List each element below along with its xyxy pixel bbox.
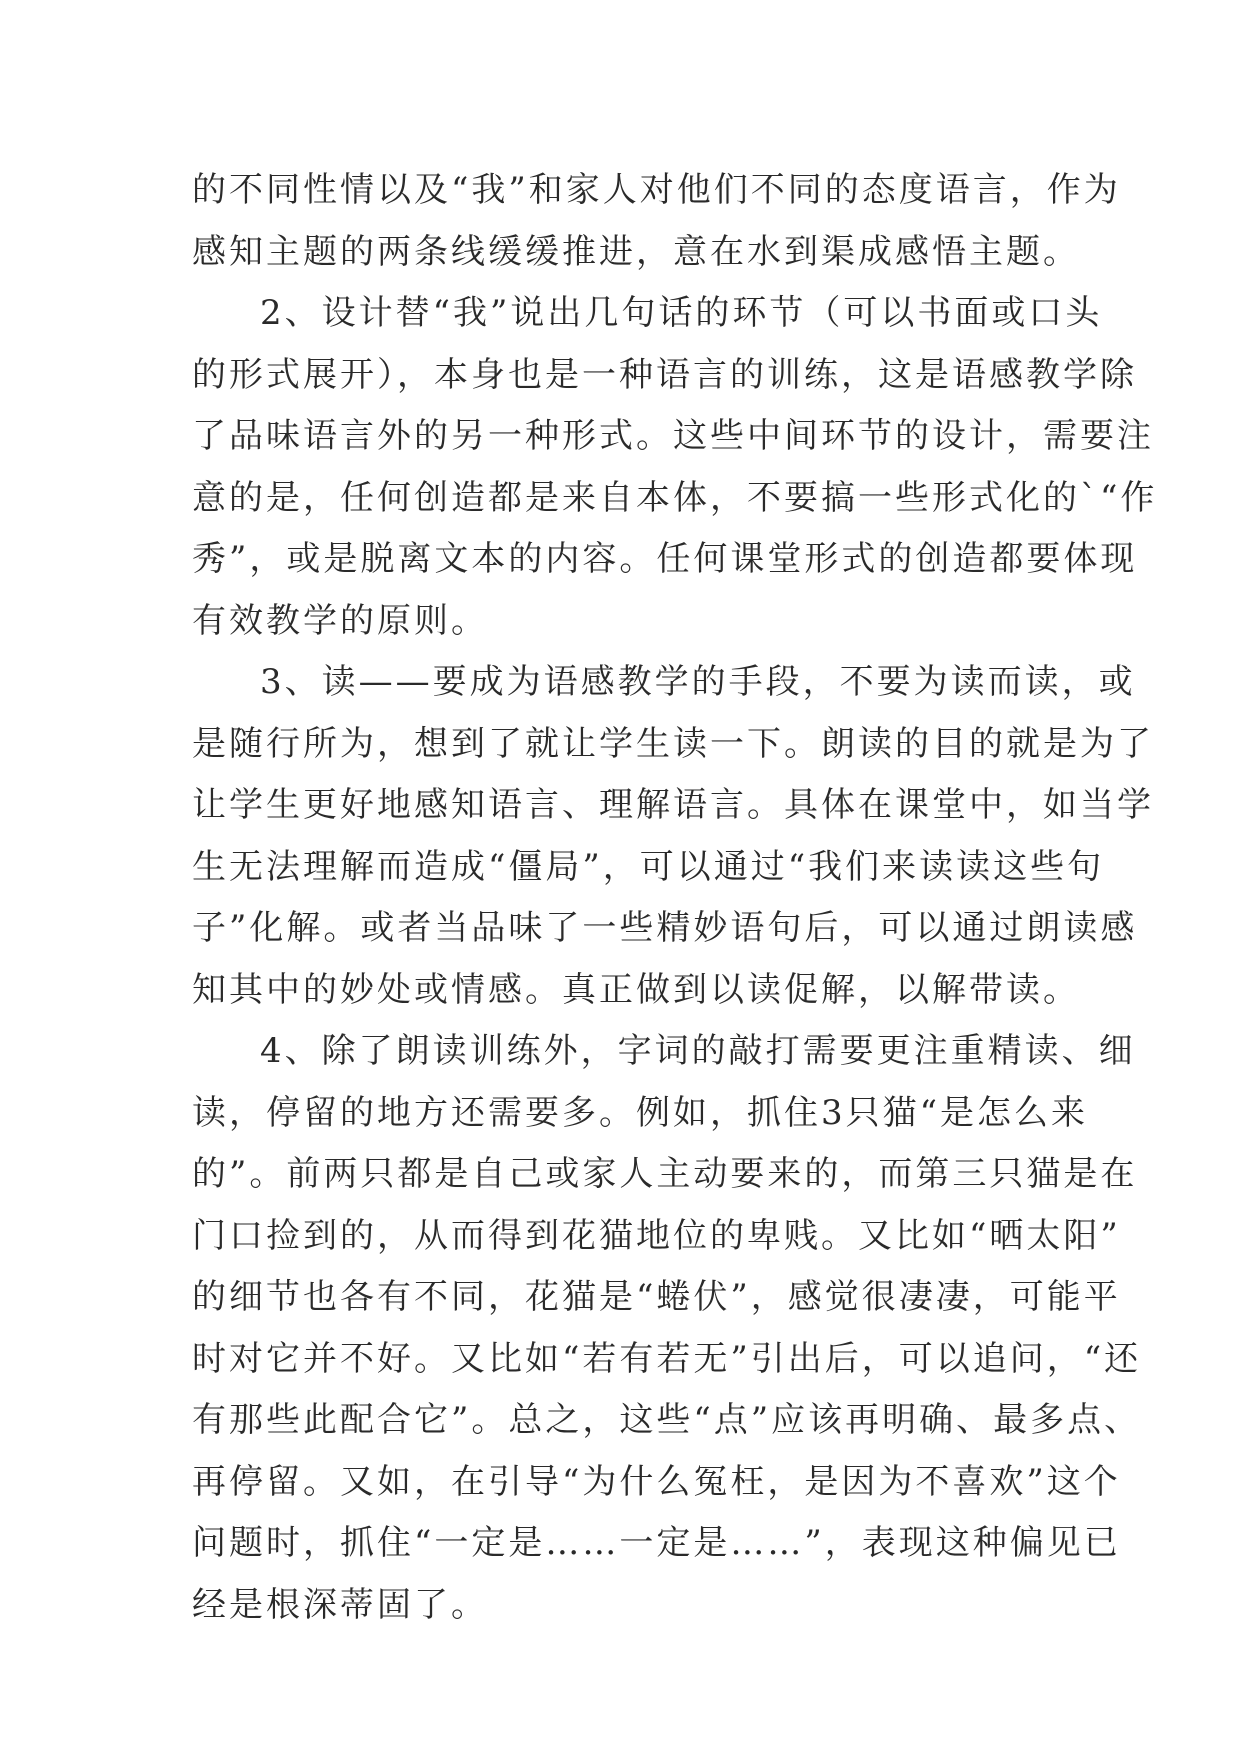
text-line: 秀”，或是脱离文本的内容。任何课堂形式的创造都要体现 [192, 539, 1138, 579]
text-line: 知其中的妙处或情感。真正做到以读促解，以解带读。 [192, 969, 1080, 1010]
paragraph-start-line: 4、除了朗读训练外，字词的敲打需要更注重精读、细 [260, 1031, 1136, 1071]
text-line: 时对它并不好。又比如“若有若无”引出后，可以追问，“还 [192, 1338, 1142, 1379]
text-line: 门口捡到的，从而得到花猫地位的卑贱。又比如“晒太阳” [192, 1215, 1121, 1256]
text-line: 经是根深蒂固了。 [192, 1584, 488, 1625]
text-line: 的”。前两只都是自己或家人主动要来的，而第三只猫是在 [192, 1154, 1138, 1194]
text-line: 让学生更好地感知语言、理解语言。具体在课堂中，如当学 [192, 785, 1154, 825]
text-line: 的细节也各有不同，花猫是“蜷伏”，感觉很凄凄，可能平 [192, 1277, 1121, 1317]
text-line: 子”化解。或者当品味了一些精妙语句后，可以通过朗读感 [192, 908, 1138, 948]
text-line: 感知主题的两条线缓缓推进，意在水到渠成感悟主题。 [192, 231, 1080, 272]
text-line: 意的是，任何创造都是来自本体，不要搞一些形式化的`“作 [192, 477, 1158, 518]
text-line: 有效教学的原则。 [192, 600, 488, 641]
text-line: 了品味语言外的另一种形式。这些中间环节的设计，需要注 [192, 416, 1154, 456]
body-text [192, 160, 1158, 1636]
text-line: 的不同性情以及“我”和家人对他们不同的态度语言，作为 [192, 170, 1121, 210]
text-line: 是随行所为，想到了就让学生读一下。朗读的目的就是为了 [192, 723, 1154, 764]
paragraph-start-line: 3、读——要成为语感教学的手段，不要为读而读，或 [260, 662, 1136, 702]
text-line: 生无法理解而造成“僵局”，可以通过“我们来读读这些句 [192, 846, 1105, 887]
text-line: 问题时，抓住“一定是……一定是……”，表现这种偏见已 [192, 1523, 1121, 1563]
text-line: 再停留。又如，在引导“为什么冤枉，是因为不喜欢”这个 [192, 1461, 1121, 1502]
text-line: 的形式展开），本身也是一种语言的训练，这是语感教学除 [192, 354, 1137, 395]
text-line: 读，停留的地方还需要多。例如，抓住3只猫“是怎么来 [192, 1092, 1089, 1133]
text-line: 有那些此配合它”。总之，这些“点”应该再明确、最多点、 [192, 1400, 1142, 1440]
paragraph-start-line: 2、设计替“我”说出几句话的环节（可以书面或口头 [260, 293, 1103, 333]
